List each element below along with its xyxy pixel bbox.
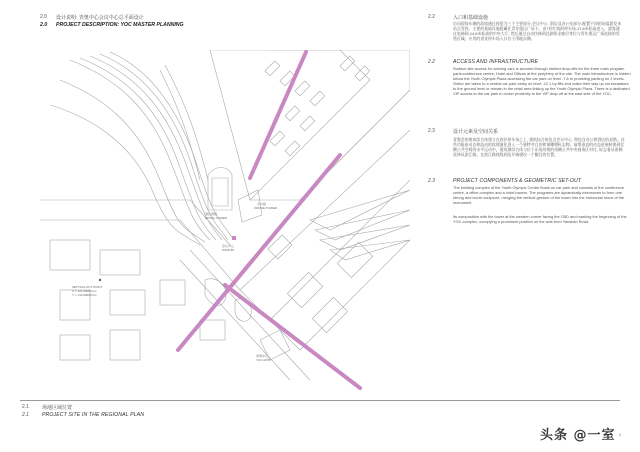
footer-section-number: 2.1	[22, 404, 29, 410]
map-label-yoc-axis: YOC AXIS	[256, 358, 271, 362]
map-label-office-cn: 办公楼	[257, 202, 267, 206]
footer-en-title: PROJECT SITE IN THE REGIONAL PLAN	[42, 412, 145, 418]
page-number: 2	[619, 432, 622, 437]
map-label-setting-out-point: SETTING-OUT POINT	[72, 285, 103, 289]
section-2-2-en-text: Surface site access for arriving cars is secured through distinct drop-offs for the three main program parts:conference centre, Hotel and Offices at the periphery of the site. The main infrastructure is hidden below the Youth Olympic Plaza accessing the car park on level -7.6 m providing parking on 2 levels. Visitor are taken to a central car park lobby on level -12.1 by lifts and make their way up via escalators to the ground level or remain in the retail area linking up the Youth Olympic Plaza. There is a dedicated VIP access to the car park in closer proximity to the VIP drop-off at the east side of the YOC.	[453, 66, 631, 97]
footer-cn-title: 场地区域位置	[42, 405, 73, 411]
section-2-2-cn-title: 入口和基础设施	[453, 15, 489, 21]
map-label-point-y: Y = 140.00000 km	[72, 293, 97, 297]
watermark: 头条 @一室	[540, 428, 616, 443]
header-en-number: 2.0	[40, 22, 48, 28]
map-label-podium: PODIUM	[222, 248, 234, 252]
map-label-hotel-tower: HOTEL TOWER	[205, 216, 227, 220]
map-label-point-x: X = 121.00000 km	[72, 289, 97, 293]
section-2-2-en-number: 2.2	[428, 59, 435, 65]
section-2-2-en-title: ACCESS AND INFRASTRUCTURE	[453, 59, 539, 65]
section-2-2-cn-text: 访问现场车辆的流线通过视觉为三个主要部分-会议中心, 酒店及办公室部分-配置不同的场落派发来站点发挥。主要的基础设施隐藏在青年奥运广场下。由7层红线的停车场-17.6米标高进入。游客通过电梯到-14.6米标高的中央大厅, 然后通过自动扶梯到达湖景走廊层等位与青年奥运广场连接的零售区域。专用的贵宾停车场入口位于用地东侧。	[453, 21, 622, 42]
map-label-office-tower: OFFICE TOWER	[254, 206, 277, 210]
map-label-podium-cn: 会议中心	[222, 244, 235, 248]
footer-divider	[20, 400, 620, 401]
header-en-title: PROJECT DESCRIPTION: YOC MASTER PLANNING	[56, 22, 184, 28]
section-2-3-en-text-2: Its composition with the tower at the western corner facing the CBD and marking the beginning of the YOC complex, occupying a prominent position on the axis from Yanshan Road.	[453, 214, 627, 225]
site-plan-drawing	[40, 50, 410, 390]
header-cn-title: 设计说明: 青奥中心会议中心总平面设计	[56, 15, 144, 21]
section-2-2-number: 2.2	[428, 14, 435, 20]
footer-en-number: 2.1	[22, 412, 29, 418]
section-2-3-en-title: PROJECT COMPONENTS & GEOMETRIC SET-OUT	[453, 178, 582, 184]
section-2-3-en-text-1: The building complex of the Youth Olympic Centre floats on car park and consists of the conference centre, a office complex and a hotel towers. The programs are dynamically interwoven to form one strong and iconic sculpture, merging the vertical gesture of the tower into the horizontal move of the monument.	[453, 185, 625, 206]
section-2-3-cn-text: 青奥会的建筑综合体建立在现层停车场之上, 建筑综合体包含会议中心, 和包含办公和酒店的双塔。这些功能由动态和流动的纹理演化进入一个独特并且的和谐雕塑标志物。前塔垂直的动态进展转换到北侧公共空间的水平运动中。建筑群综合体与位于东角的塔的南侧公共中央商务区对比, 标志着从南侧延伸从滨江路。在滨江路视线到达开端建设一个醒目的位置。	[453, 137, 625, 158]
map-label-yoc-cn: 青奥中心	[256, 354, 269, 358]
section-2-3-number: 2.3	[428, 128, 435, 134]
section-2-3-cn-title: 设计元素及空间关系	[453, 129, 499, 135]
header-section-number: 2.0	[40, 14, 47, 20]
map-label-hotel-cn: 酒店塔楼	[205, 212, 218, 216]
section-2-3-en-number: 2.3	[428, 178, 435, 184]
